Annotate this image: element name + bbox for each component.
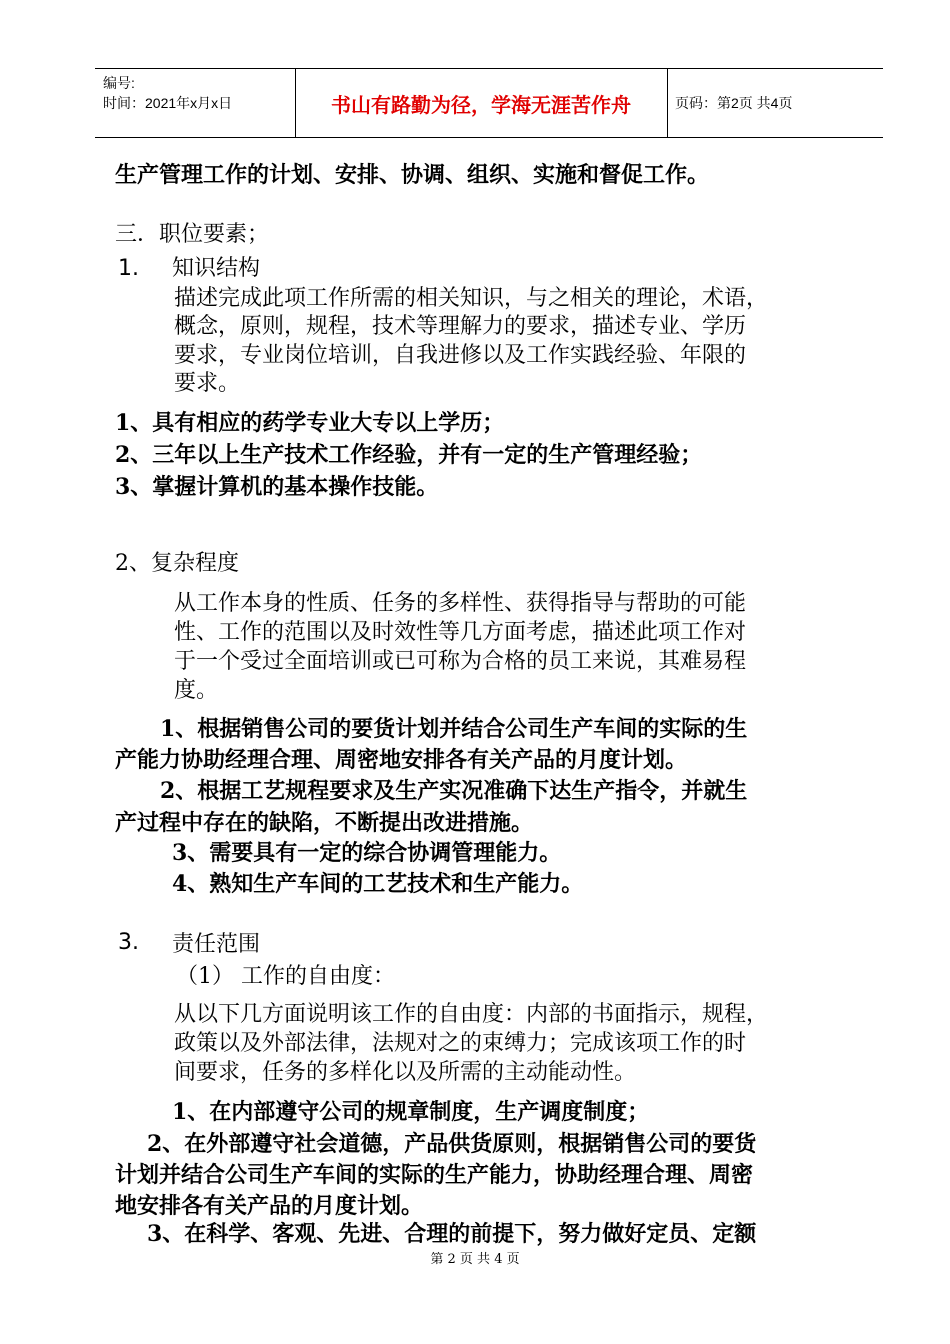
- item2-desc-line: 性、工作的范围以及时效性等几方面考虑，描述此项工作对: [174, 620, 747, 645]
- complexity-3: 3、需要具有一定的综合协调管理能力。: [172, 840, 562, 866]
- page-header: [95, 68, 883, 138]
- item2-desc-line: 从工作本身的性质、任务的多样性、获得指导与帮助的可能: [174, 591, 747, 616]
- item1-desc-line: 描述完成此项工作所需的相关知识，与之相关的理论，术语，: [174, 286, 769, 311]
- section-title: 三．职位要素；: [115, 222, 270, 247]
- item3-desc-line: 间要求，任务的多样化以及所需的主动能动性。: [174, 1060, 637, 1085]
- requirement-1: 1、具有相应的药学专业大专以上学历；: [115, 410, 505, 436]
- item1-number: 1.: [118, 256, 139, 281]
- item2-title: 2、复杂程度: [115, 551, 239, 576]
- complexity-2b: 产过程中存在的缺陷，不断提出改进措施。: [115, 810, 534, 836]
- item3-desc-line: 政策以及外部法律，法规对之的束缚力；完成该项工作的时: [174, 1031, 747, 1056]
- item3-number: 3.: [118, 930, 139, 955]
- responsibility-2a: 2、在外部遵守社会道德，产品供货原则，根据销售公司的要货: [147, 1131, 757, 1157]
- item3-desc-line: 从以下几方面说明该工作的自由度：内部的书面指示，规程，: [174, 1002, 769, 1027]
- item3-subtitle: （1） 工作的自由度：: [176, 964, 395, 989]
- time-label: 时间：2021年x月x日: [103, 95, 233, 111]
- header-page-info: 页码：第2页 共4页: [675, 95, 793, 111]
- item2-desc-line: 于一个受过全面培训或已可称为合格的员工来说，其难易程: [174, 649, 747, 674]
- item1-desc-line: 要求，专业岗位培训，自我进修以及工作实践经验、年限的: [174, 343, 747, 368]
- complexity-1a: 1、根据销售公司的要货计划并结合公司生产车间的实际的生: [160, 716, 748, 742]
- header-info-cell: [95, 69, 296, 137]
- code-label: 编号:: [103, 75, 135, 91]
- intro-line: 生产管理工作的计划、安排、协调、组织、实施和督促工作。: [115, 162, 710, 188]
- responsibility-1: 1、在内部遵守公司的规章制度，生产调度制度；: [172, 1099, 650, 1125]
- requirement-2: 2、三年以上生产技术工作经验，并有一定的生产管理经验；: [115, 442, 703, 468]
- requirement-3: 3、掌握计算机的基本操作技能。: [115, 474, 439, 500]
- item2-desc-line: 度。: [174, 678, 219, 703]
- item1-title: 知识结构: [172, 256, 261, 281]
- responsibility-2c: 地安排各有关产品的月度计划。: [115, 1193, 424, 1219]
- item3-title: 责任范围: [172, 932, 261, 957]
- header-motto: 书山有路勤为径，学海无涯苦作舟: [295, 69, 668, 137]
- responsibility-2b: 计划并结合公司生产车间的实际的生产能力，协助经理合理、周密: [115, 1162, 754, 1188]
- responsibility-3: 3、在科学、客观、先进、合理的前提下，努力做好定员、定额: [147, 1221, 757, 1247]
- complexity-4: 4、熟知生产车间的工艺技术和生产能力。: [172, 871, 584, 897]
- item1-desc-line: 概念，原则，规程，技术等理解力的要求，描述专业、学历: [174, 314, 747, 339]
- page-footer: 第 2 页 共 4 页: [430, 1252, 520, 1267]
- complexity-1b: 产能力协助经理合理、周密地安排各有关产品的月度计划。: [115, 747, 688, 773]
- item1-desc-line: 要求。: [174, 371, 241, 396]
- complexity-2a: 2、根据工艺规程要求及生产实况准确下达生产指令，并就生: [160, 778, 748, 804]
